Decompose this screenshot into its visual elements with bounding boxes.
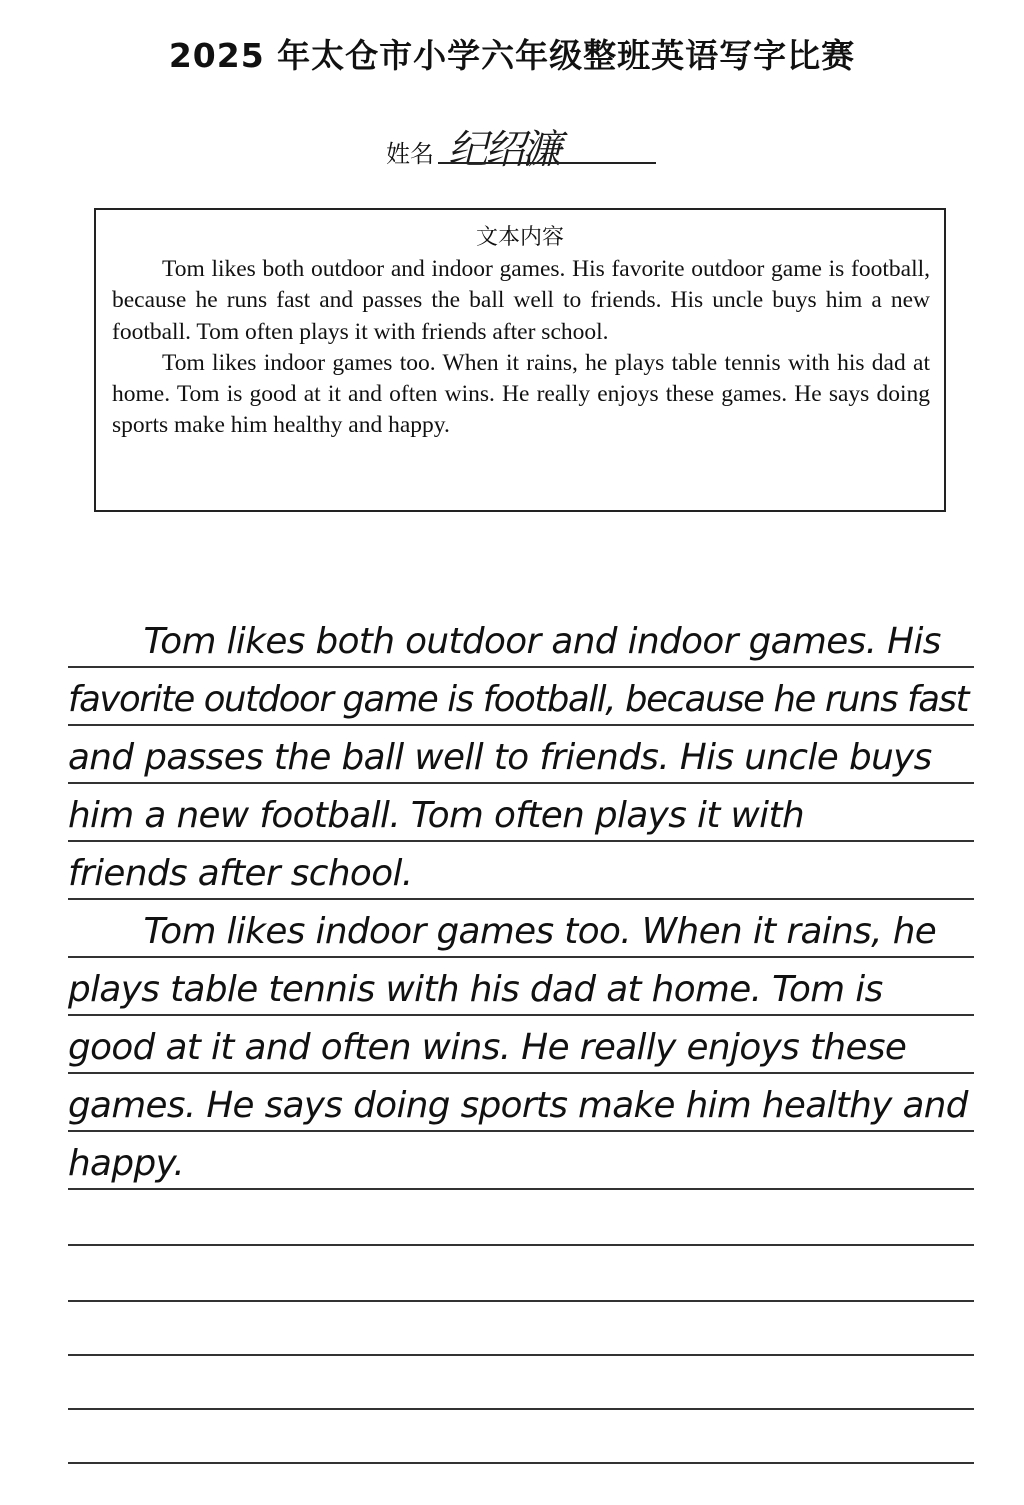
handwritten-line-8: good at it and often wins. He really enjoys these	[68, 1027, 907, 1068]
box-body	[112, 254, 930, 442]
handwriting-area	[68, 610, 974, 1480]
page-title: 2025 年太仓市小学六年级整班英语写字比赛	[168, 36, 856, 75]
writing-rule-2	[68, 724, 974, 726]
writing-rule-3	[68, 782, 974, 784]
writing-rule-15	[68, 1462, 974, 1464]
handwritten-line-7: plays table tennis with his dad at home. Tom is	[68, 969, 883, 1010]
handwritten-line-5: friends after school.	[68, 853, 413, 894]
writing-rule-5	[68, 898, 974, 900]
handwritten-line-4: him a new football. Tom often plays it with	[68, 795, 804, 836]
writing-rule-12	[68, 1300, 974, 1302]
box-heading: 文本内容	[475, 225, 564, 250]
name-label: 姓名	[386, 140, 434, 168]
name-field	[386, 118, 666, 178]
handwritten-line-1: Tom likes both outdoor and indoor games. His	[143, 621, 941, 662]
writing-rule-10	[68, 1188, 974, 1190]
handwritten-line-2: favorite outdoor game is football, because he runs fast	[68, 679, 969, 720]
box-paragraph-1: Tom likes both outdoor and indoor games. His favorite outdoor game is football, because he runs fast and passes the ball well to friends. His uncle buys him a new football. Tom often plays it with friends after school.	[112, 256, 930, 345]
writing-rule-13	[68, 1354, 974, 1356]
writing-rule-9	[68, 1130, 974, 1132]
writing-rule-11	[68, 1244, 974, 1246]
box-paragraph-2: Tom likes indoor games too. When it rains, he plays table tennis with his dad at home. Tom is good at it and often wins. He really enjoys these games. He says doing sports make him healthy and happy.	[112, 349, 930, 439]
writing-rule-1	[68, 666, 974, 668]
handwritten-line-6: Tom likes indoor games too. When it rains, he	[143, 911, 937, 952]
writing-rule-14	[68, 1408, 974, 1410]
writing-rule-4	[68, 840, 974, 842]
name-underline	[438, 162, 656, 164]
text-content-box	[94, 208, 946, 512]
handwritten-line-9: games. He says doing sports make him healthy and	[68, 1085, 968, 1126]
writing-rule-7	[68, 1014, 974, 1016]
handwritten-line-10: happy.	[68, 1143, 185, 1184]
writing-rule-8	[68, 1072, 974, 1074]
writing-rule-6	[68, 956, 974, 958]
name-signature: 纪绍濂	[448, 127, 559, 173]
handwritten-line-3: and passes the ball well to friends. His uncle buys	[68, 737, 932, 778]
